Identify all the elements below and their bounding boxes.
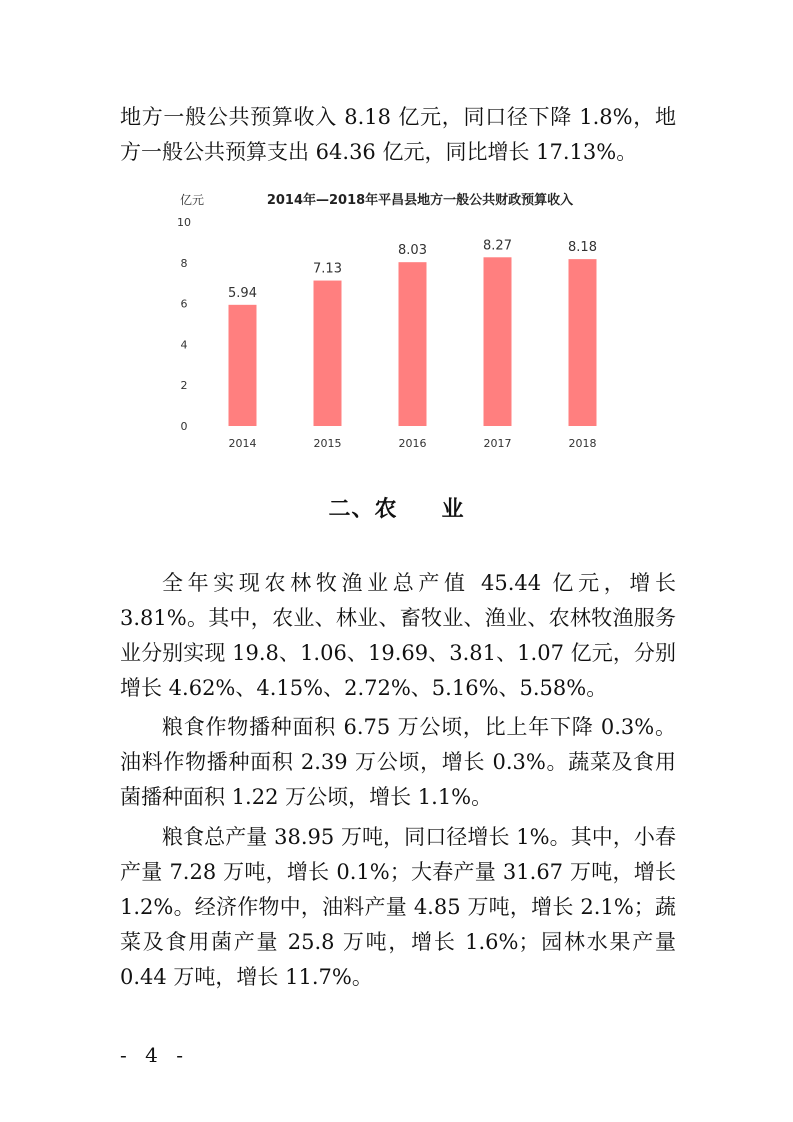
section-heading-part1: 二、农 xyxy=(328,497,398,522)
bar-value-label: 7.13 xyxy=(313,261,342,277)
bar-2018 xyxy=(569,259,597,426)
chart-svg xyxy=(170,186,630,456)
bar-2014 xyxy=(229,305,257,426)
agriculture-output-paragraph: 全年实现农林牧渔业总产值 45.44 亿元，增长 3.81%。其中，农业、林业、畜牧业、渔业、农林牧渔服务业分别实现 19.8、1.06、19.69、3.81、1.07 亿元，分别增长 4.62%、4.15%、2.72%、5.16%、5.58%。 xyxy=(120,571,676,700)
bar-value-label: 8.03 xyxy=(398,243,427,259)
x-tick-label: 2018 xyxy=(568,437,597,450)
section-heading xyxy=(0,492,793,523)
page-number: - 4 - xyxy=(120,1043,189,1067)
x-tick-label: 2015 xyxy=(313,437,342,450)
y-tick-label: 4 xyxy=(180,338,188,352)
bar-value-label: 8.18 xyxy=(568,240,597,256)
x-tick-label: 2017 xyxy=(483,437,512,450)
bar-2016 xyxy=(399,262,427,426)
bar-value-label: 8.27 xyxy=(483,238,512,254)
y-tick-label: 2 xyxy=(180,379,188,393)
chart-y-axis xyxy=(177,216,191,433)
y-tick-label: 0 xyxy=(180,420,188,433)
x-tick-label: 2016 xyxy=(398,437,427,450)
section-heading-part2: 业 xyxy=(441,497,465,522)
revenue-bar-chart xyxy=(170,186,630,456)
crop-output-paragraph: 粮食总产量 38.95 万吨，同口径增长 1%。其中，小春产量 7.28 万吨，增长 0.1%；大春产量 31.67 万吨，增长 1.2%。经济作物中，油料产量 4.85 万吨，增长 2.1%；蔬菜及食用菌产量 25.8 万吨，增长 1.6%；园林水果产量 0.44 万吨，增长 11.7%。 xyxy=(120,825,676,989)
y-tick-label: 8 xyxy=(180,256,188,270)
intro-paragraph: 地方一般公共预算收入 8.18 亿元，同口径下降 1.8%，地方一般公共预算支出 64.36 亿元，同比增长 17.13%。 xyxy=(120,105,676,164)
bar-value-label: 5.94 xyxy=(228,285,257,301)
y-tick-label: 6 xyxy=(180,297,188,311)
y-tick-label: 10 xyxy=(177,216,191,229)
x-tick-label: 2014 xyxy=(228,437,257,450)
chart-title: 2014年—2018年平昌县地方一般公共财政预算收入 xyxy=(266,193,574,208)
bar-2017 xyxy=(484,257,512,426)
sown-area-paragraph: 粮食作物播种面积 6.75 万公顷，比上年下降 0.3%。油料作物播种面积 2.39 万公顷，增长 0.3%。蔬菜及食用菌播种面积 1.22 万公顷，增长 1.1%。 xyxy=(120,715,676,809)
chart-bars xyxy=(228,238,597,450)
bar-2015 xyxy=(314,281,342,426)
chart-y-axis-label: 亿元 xyxy=(180,193,205,207)
